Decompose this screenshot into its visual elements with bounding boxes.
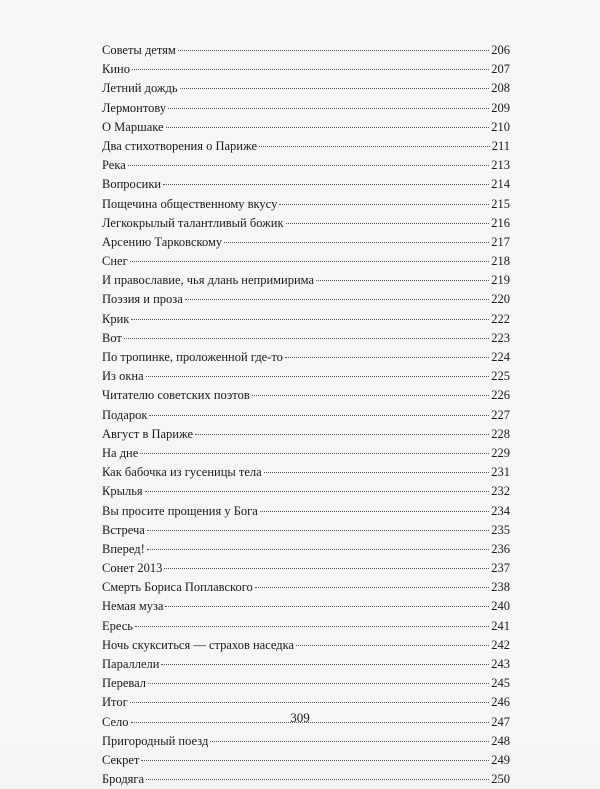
toc-entry xyxy=(102,310,510,329)
dot-leader xyxy=(131,319,489,320)
toc-entry-title: Пощечина общественному вкусу xyxy=(102,196,278,211)
toc-entry xyxy=(102,732,510,751)
toc-entry xyxy=(102,79,510,98)
toc-entry-title: Арсению Тарковскому xyxy=(102,234,223,249)
toc-entry-title: Летний дождь xyxy=(102,81,178,96)
toc-entry-title: Август в Париже xyxy=(102,426,194,441)
toc-entry-page: 220 xyxy=(491,292,510,307)
dot-leader xyxy=(128,165,489,166)
dot-leader xyxy=(161,664,489,665)
dot-leader xyxy=(210,741,489,742)
dot-leader xyxy=(166,127,490,128)
toc-entry xyxy=(102,195,510,214)
toc-entry-page: 249 xyxy=(491,752,510,767)
toc-entry-title: Итог xyxy=(102,695,128,710)
toc-entry xyxy=(102,348,510,367)
toc-entry xyxy=(102,406,510,425)
toc-entry-title: Бродяга xyxy=(102,772,145,787)
toc-entry xyxy=(102,118,510,137)
toc-entry-page: 234 xyxy=(491,503,510,518)
toc-entry xyxy=(102,617,510,636)
toc-entry xyxy=(102,636,510,655)
dot-leader xyxy=(316,280,489,281)
dot-leader xyxy=(185,299,489,300)
toc-entry-title: Река xyxy=(102,158,126,173)
toc-entry xyxy=(102,214,510,233)
dot-leader xyxy=(178,50,489,51)
dot-leader xyxy=(132,69,489,70)
toc-entry-page: 227 xyxy=(491,407,510,422)
dot-leader xyxy=(135,626,489,627)
dot-leader xyxy=(195,434,489,435)
dot-leader xyxy=(149,415,489,416)
toc-entry-page: 246 xyxy=(491,695,510,710)
toc-entry xyxy=(102,386,510,405)
dot-leader xyxy=(163,184,489,185)
toc-entry-title: Легкокрылый талантливый божик xyxy=(102,215,284,230)
toc-entry-page: 224 xyxy=(491,350,510,364)
dot-leader xyxy=(165,606,489,607)
page-number: 309 xyxy=(290,710,310,725)
toc-entry xyxy=(102,137,510,156)
toc-entry-page: 229 xyxy=(491,445,510,460)
toc-entry-title: Снег xyxy=(102,254,128,269)
toc-entry-title: Крылья xyxy=(102,484,143,499)
dot-leader xyxy=(141,760,489,761)
toc-entry-page: 245 xyxy=(491,676,510,691)
toc-entry-page: 208 xyxy=(491,81,510,96)
toc-entry xyxy=(102,770,510,789)
toc-entry-title: Из окна xyxy=(102,369,144,384)
dot-leader xyxy=(164,568,489,569)
toc-entry xyxy=(102,99,510,118)
toc-entry-title: Сонет 2013 xyxy=(102,561,163,576)
toc-entry-title: Смерть Бориса Поплавского xyxy=(102,580,253,595)
dot-leader xyxy=(260,511,489,512)
dot-leader xyxy=(285,357,489,358)
toc-entry-title: Лермонтову xyxy=(102,100,167,115)
toc-entry-title: О Маршаке xyxy=(102,119,164,134)
toc-entry-page: 215 xyxy=(491,196,510,211)
dot-leader xyxy=(130,702,490,703)
toc-entry-title: Читателю советских поэтов xyxy=(102,388,250,403)
dot-leader xyxy=(259,146,490,147)
dot-leader xyxy=(252,395,490,396)
toc-entry-title: На дне xyxy=(102,445,139,460)
dot-leader xyxy=(264,472,490,473)
toc-entry-page: 243 xyxy=(491,657,510,671)
toc-entry-page: 211 xyxy=(491,138,510,153)
toc-entry-title: Ересь xyxy=(102,618,133,633)
toc-entry xyxy=(102,751,510,770)
dot-leader xyxy=(168,108,489,109)
dot-leader xyxy=(124,338,489,339)
toc-entry xyxy=(102,559,510,578)
toc-entry-title: Вот xyxy=(102,330,122,345)
dot-leader xyxy=(147,530,489,531)
toc-entry-title: Вы просите прощения у Бога xyxy=(102,503,258,518)
toc-entry xyxy=(102,502,510,521)
toc-entry-page: 217 xyxy=(491,234,510,249)
dot-leader xyxy=(130,261,490,262)
dot-leader xyxy=(224,242,489,243)
toc-entry-title: Два стихотворения о Париже xyxy=(102,138,257,153)
toc-entry-page: 218 xyxy=(491,254,510,269)
toc-entry xyxy=(102,41,510,60)
toc-entry-page: 219 xyxy=(491,273,510,288)
toc-entry xyxy=(102,521,510,540)
dot-leader xyxy=(147,549,490,550)
toc-entry xyxy=(102,540,510,559)
toc-entry-page: 222 xyxy=(491,311,510,326)
toc-entry-title: Ночь скукситься — страхов наседка xyxy=(102,637,295,652)
toc-entry-title: Немая муза xyxy=(102,599,164,614)
toc-entry xyxy=(102,156,510,175)
dot-leader xyxy=(140,453,489,454)
toc-entry-title: Параллели xyxy=(102,657,160,671)
toc-entry-page: 214 xyxy=(491,177,510,192)
dot-leader xyxy=(286,223,490,224)
dot-leader xyxy=(180,88,490,89)
toc-entry-page: 210 xyxy=(491,119,510,134)
dot-leader xyxy=(296,645,489,646)
toc-entry-page: 213 xyxy=(491,158,510,173)
toc-entry-page: 247 xyxy=(491,714,510,729)
dot-leader xyxy=(146,376,490,377)
toc-entry-page: 240 xyxy=(491,599,510,614)
toc-entry xyxy=(102,425,510,444)
toc-entry-page: 235 xyxy=(491,522,510,537)
dot-leader xyxy=(148,683,489,684)
toc-entry xyxy=(102,367,510,386)
toc-entry-page: 242 xyxy=(491,637,510,652)
toc-entry-title: Село xyxy=(102,714,129,729)
table-of-contents xyxy=(102,41,510,789)
toc-entry-page: 231 xyxy=(491,465,510,480)
toc-entry xyxy=(102,60,510,79)
toc-entry xyxy=(102,655,510,674)
toc-entry xyxy=(102,463,510,482)
toc-entry-title: Пригородный поезд xyxy=(102,733,209,748)
toc-entry-title: Вопросики xyxy=(102,177,162,192)
toc-entry xyxy=(102,482,510,501)
toc-entry-page: 223 xyxy=(491,330,510,345)
toc-entry-title: По тропинке, проложенной где-то xyxy=(102,350,283,364)
toc-entry xyxy=(102,578,510,597)
toc-entry xyxy=(102,444,510,463)
dot-leader xyxy=(145,491,490,492)
toc-entry-page: 237 xyxy=(491,561,510,576)
toc-entry xyxy=(102,290,510,309)
toc-entry-title: Встреча xyxy=(102,522,145,537)
toc-entry-title: И православие, чья длань непримирима xyxy=(102,273,315,288)
toc-entry xyxy=(102,597,510,616)
toc-entry-page: 206 xyxy=(491,43,510,57)
dot-leader xyxy=(279,204,489,205)
toc-entry xyxy=(102,674,510,693)
toc-entry-page: 209 xyxy=(491,100,510,115)
toc-entry-title: Секрет xyxy=(102,752,140,767)
toc-entry-title: Поэзия и проза xyxy=(102,292,183,307)
toc-entry-page: 241 xyxy=(491,618,510,633)
toc-entry xyxy=(102,329,510,348)
toc-entry-page: 225 xyxy=(491,369,510,384)
toc-entry-title: Подарок xyxy=(102,407,148,422)
toc-entry-page: 232 xyxy=(491,484,510,499)
toc-entry-page: 216 xyxy=(491,215,510,230)
toc-entry-title: Крик xyxy=(102,311,130,326)
toc-entry xyxy=(102,233,510,252)
toc-entry xyxy=(102,271,510,290)
toc-entry-title: Перевал xyxy=(102,676,147,691)
toc-entry-title: Кино xyxy=(102,62,130,77)
toc-entry-title: Вперед! xyxy=(102,541,145,556)
toc-entry-page: 250 xyxy=(491,772,510,787)
toc-entry-page: 228 xyxy=(491,426,510,441)
toc-entry-page: 236 xyxy=(491,541,510,556)
toc-entry-title: Как бабочка из гусеницы тела xyxy=(102,465,262,480)
toc-entry-page: 248 xyxy=(491,733,510,748)
toc-entry-page: 207 xyxy=(491,62,510,77)
toc-entry xyxy=(102,175,510,194)
toc-entry-page: 238 xyxy=(491,580,510,595)
toc-entry-page: 226 xyxy=(491,388,510,403)
dot-leader xyxy=(146,779,489,780)
toc-entry xyxy=(102,252,510,271)
toc-entry-title: Советы детям xyxy=(102,43,176,57)
dot-leader xyxy=(255,587,489,588)
